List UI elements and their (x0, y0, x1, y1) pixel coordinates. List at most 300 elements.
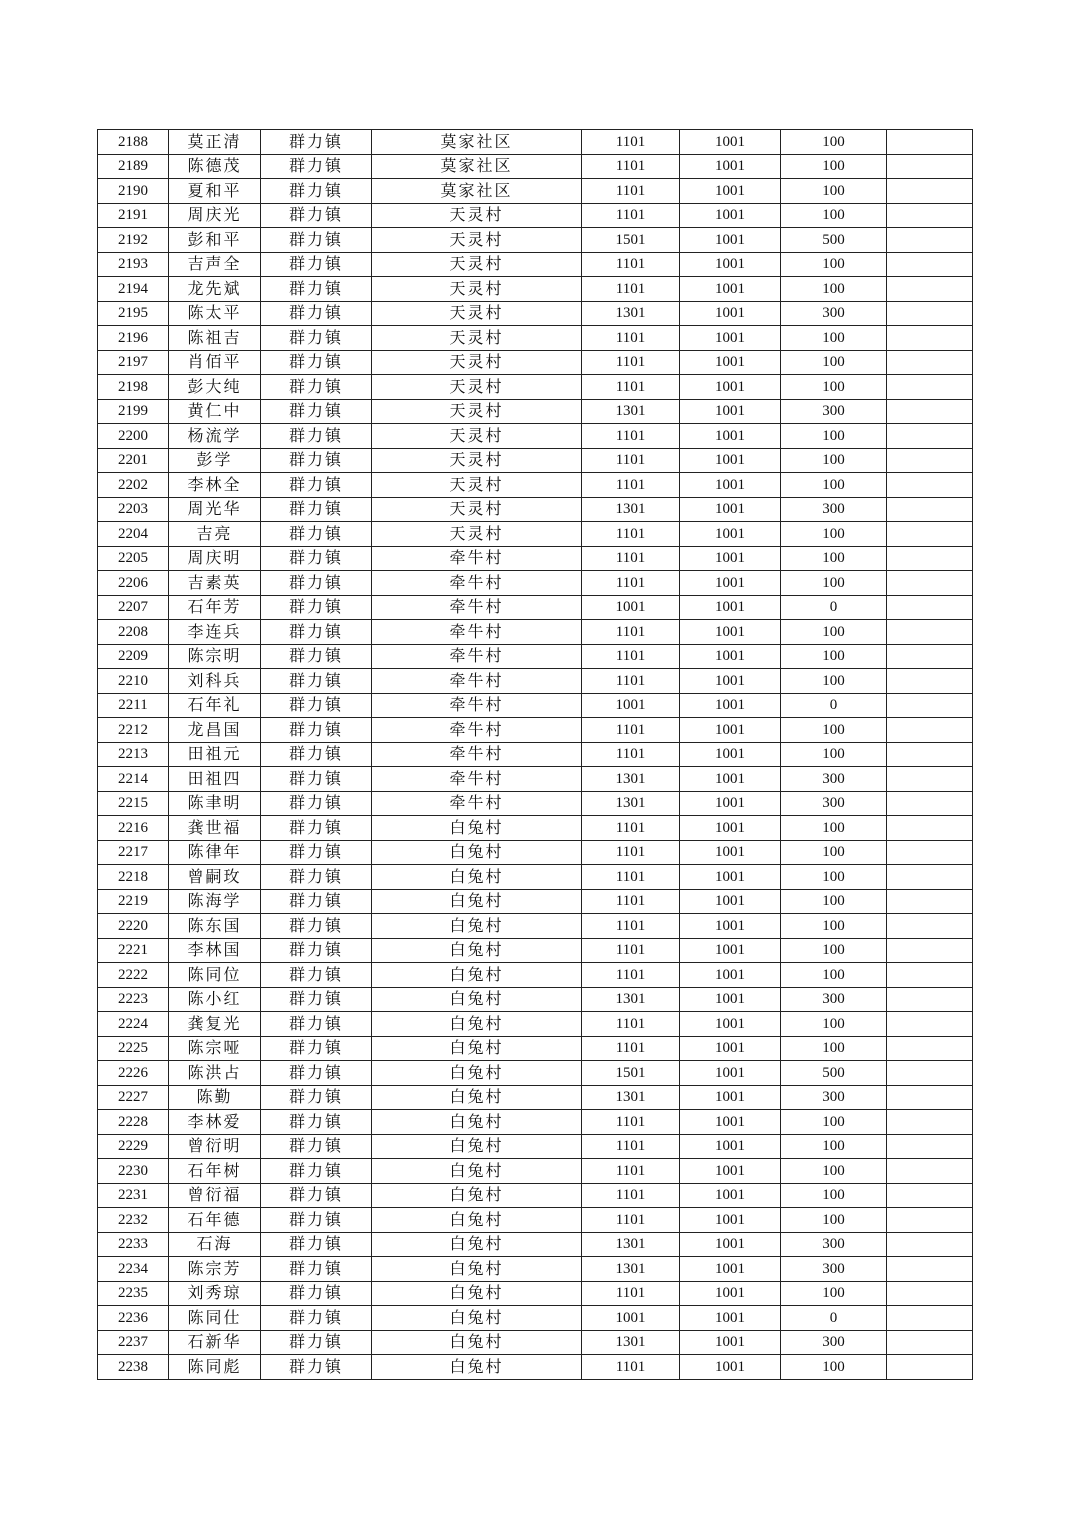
table-row (98, 718, 973, 743)
village-cell: 牵牛村 (372, 644, 582, 669)
table-row (98, 816, 973, 841)
town-cell: 群力镇 (261, 644, 372, 669)
row-number-cell: 2226 (98, 1061, 169, 1086)
row-number-cell: 2219 (98, 889, 169, 914)
town-cell: 群力镇 (261, 154, 372, 179)
code-a-cell: 1501 (582, 1061, 680, 1086)
code-b-cell: 1001 (680, 1208, 781, 1233)
town-cell: 群力镇 (261, 277, 372, 302)
name-cell: 陈洪占 (169, 1061, 261, 1086)
code-a-cell: 1101 (582, 252, 680, 277)
remark-cell (887, 669, 973, 694)
village-cell: 天灵村 (372, 228, 582, 253)
name-cell: 石年树 (169, 1159, 261, 1184)
town-cell: 群力镇 (261, 767, 372, 792)
table-row (98, 644, 973, 669)
town-cell: 群力镇 (261, 130, 372, 155)
row-number-cell: 2190 (98, 179, 169, 204)
town-cell: 群力镇 (261, 914, 372, 939)
row-number-cell: 2211 (98, 693, 169, 718)
table-row (98, 1257, 973, 1282)
village-cell: 白兔村 (372, 1330, 582, 1355)
remark-cell (887, 1061, 973, 1086)
town-cell: 群力镇 (261, 718, 372, 743)
name-cell: 陈祖吉 (169, 326, 261, 351)
village-cell: 天灵村 (372, 252, 582, 277)
code-b-cell: 1001 (680, 1183, 781, 1208)
table-row (98, 595, 973, 620)
remark-cell (887, 840, 973, 865)
village-cell: 牵牛村 (372, 767, 582, 792)
name-cell: 陈聿明 (169, 791, 261, 816)
table-row (98, 1183, 973, 1208)
amount-cell: 500 (781, 1061, 887, 1086)
remark-cell (887, 277, 973, 302)
table-row (98, 693, 973, 718)
table-row (98, 399, 973, 424)
row-number-cell: 2204 (98, 522, 169, 547)
remark-cell (887, 301, 973, 326)
table-row (98, 571, 973, 596)
code-b-cell: 1001 (680, 742, 781, 767)
code-b-cell: 1001 (680, 571, 781, 596)
remark-cell (887, 203, 973, 228)
town-cell: 群力镇 (261, 1281, 372, 1306)
amount-cell: 100 (781, 326, 887, 351)
code-a-cell: 1101 (582, 644, 680, 669)
code-a-cell: 1101 (582, 840, 680, 865)
name-cell: 曾衍明 (169, 1134, 261, 1159)
amount-cell: 100 (781, 375, 887, 400)
code-b-cell: 1001 (680, 424, 781, 449)
row-number-cell: 2229 (98, 1134, 169, 1159)
amount-cell: 100 (781, 1159, 887, 1184)
code-a-cell: 1501 (582, 228, 680, 253)
code-a-cell: 1101 (582, 277, 680, 302)
row-number-cell: 2233 (98, 1232, 169, 1257)
code-b-cell: 1001 (680, 448, 781, 473)
row-number-cell: 2238 (98, 1355, 169, 1380)
table-row (98, 767, 973, 792)
code-a-cell: 1101 (582, 473, 680, 498)
amount-cell: 0 (781, 693, 887, 718)
amount-cell: 300 (781, 1330, 887, 1355)
name-cell: 田祖元 (169, 742, 261, 767)
code-b-cell: 1001 (680, 1306, 781, 1331)
village-cell: 牵牛村 (372, 595, 582, 620)
code-b-cell: 1001 (680, 1355, 781, 1380)
amount-cell: 100 (781, 840, 887, 865)
amount-cell: 100 (781, 130, 887, 155)
code-b-cell: 1001 (680, 644, 781, 669)
amount-cell: 100 (781, 473, 887, 498)
table-row (98, 889, 973, 914)
table-row (98, 669, 973, 694)
code-a-cell: 1101 (582, 938, 680, 963)
row-number-cell: 2220 (98, 914, 169, 939)
code-b-cell: 1001 (680, 791, 781, 816)
amount-cell: 300 (781, 1085, 887, 1110)
remark-cell (887, 497, 973, 522)
row-number-cell: 2202 (98, 473, 169, 498)
table-row (98, 203, 973, 228)
amount-cell: 100 (781, 889, 887, 914)
amount-cell: 100 (781, 571, 887, 596)
village-cell: 天灵村 (372, 399, 582, 424)
remark-cell (887, 154, 973, 179)
row-number-cell: 2206 (98, 571, 169, 596)
amount-cell: 100 (781, 252, 887, 277)
remark-cell (887, 522, 973, 547)
amount-cell: 100 (781, 1281, 887, 1306)
amount-cell: 100 (781, 1110, 887, 1135)
code-a-cell: 1301 (582, 399, 680, 424)
table-row (98, 1306, 973, 1331)
town-cell: 群力镇 (261, 546, 372, 571)
village-cell: 白兔村 (372, 1281, 582, 1306)
amount-cell: 100 (781, 277, 887, 302)
town-cell: 群力镇 (261, 693, 372, 718)
village-cell: 天灵村 (372, 301, 582, 326)
village-cell: 牵牛村 (372, 718, 582, 743)
code-a-cell: 1101 (582, 742, 680, 767)
code-b-cell: 1001 (680, 840, 781, 865)
name-cell: 李林全 (169, 473, 261, 498)
name-cell: 李林国 (169, 938, 261, 963)
name-cell: 肖佰平 (169, 350, 261, 375)
table-row (98, 130, 973, 155)
row-number-cell: 2216 (98, 816, 169, 841)
code-b-cell: 1001 (680, 301, 781, 326)
code-a-cell: 1101 (582, 571, 680, 596)
table-row (98, 620, 973, 645)
amount-cell: 100 (781, 938, 887, 963)
village-cell: 天灵村 (372, 473, 582, 498)
town-cell: 群力镇 (261, 1330, 372, 1355)
table-row (98, 1208, 973, 1233)
code-b-cell: 1001 (680, 1012, 781, 1037)
remark-cell (887, 742, 973, 767)
name-cell: 陈太平 (169, 301, 261, 326)
town-cell: 群力镇 (261, 399, 372, 424)
code-a-cell: 1101 (582, 889, 680, 914)
table-row (98, 742, 973, 767)
table-row (98, 1232, 973, 1257)
name-cell: 刘科兵 (169, 669, 261, 694)
amount-cell: 100 (781, 644, 887, 669)
amount-cell: 300 (781, 1257, 887, 1282)
amount-cell: 100 (781, 1134, 887, 1159)
amount-cell: 0 (781, 1306, 887, 1331)
code-b-cell: 1001 (680, 1085, 781, 1110)
remark-cell (887, 375, 973, 400)
remark-cell (887, 767, 973, 792)
row-number-cell: 2231 (98, 1183, 169, 1208)
name-cell: 夏和平 (169, 179, 261, 204)
name-cell: 彭学 (169, 448, 261, 473)
name-cell: 陈宗明 (169, 644, 261, 669)
code-a-cell: 1101 (582, 179, 680, 204)
name-cell: 石年德 (169, 1208, 261, 1233)
code-b-cell: 1001 (680, 889, 781, 914)
remark-cell (887, 938, 973, 963)
name-cell: 石海 (169, 1232, 261, 1257)
village-cell: 白兔村 (372, 987, 582, 1012)
code-a-cell: 1301 (582, 1330, 680, 1355)
town-cell: 群力镇 (261, 1036, 372, 1061)
name-cell: 吉亮 (169, 522, 261, 547)
town-cell: 群力镇 (261, 448, 372, 473)
name-cell: 曾嗣玫 (169, 865, 261, 890)
code-a-cell: 1101 (582, 816, 680, 841)
code-a-cell: 1101 (582, 350, 680, 375)
code-b-cell: 1001 (680, 865, 781, 890)
code-a-cell: 1101 (582, 1110, 680, 1135)
code-b-cell: 1001 (680, 399, 781, 424)
village-cell: 白兔村 (372, 865, 582, 890)
name-cell: 黄仁中 (169, 399, 261, 424)
row-number-cell: 2201 (98, 448, 169, 473)
name-cell: 陈同彪 (169, 1355, 261, 1380)
row-number-cell: 2221 (98, 938, 169, 963)
data-table (97, 129, 973, 1380)
remark-cell (887, 350, 973, 375)
table-row (98, 963, 973, 988)
table-row (98, 473, 973, 498)
row-number-cell: 2203 (98, 497, 169, 522)
town-cell: 群力镇 (261, 497, 372, 522)
code-b-cell: 1001 (680, 1061, 781, 1086)
village-cell: 牵牛村 (372, 693, 582, 718)
code-b-cell: 1001 (680, 1159, 781, 1184)
code-b-cell: 1001 (680, 816, 781, 841)
table-row (98, 326, 973, 351)
name-cell: 龚复光 (169, 1012, 261, 1037)
town-cell: 群力镇 (261, 252, 372, 277)
name-cell: 石新华 (169, 1330, 261, 1355)
code-a-cell: 1001 (582, 1306, 680, 1331)
village-cell: 白兔村 (372, 889, 582, 914)
amount-cell: 100 (781, 546, 887, 571)
village-cell: 牵牛村 (372, 546, 582, 571)
remark-cell (887, 987, 973, 1012)
amount-cell: 100 (781, 718, 887, 743)
table-row (98, 1281, 973, 1306)
code-b-cell: 1001 (680, 350, 781, 375)
amount-cell: 100 (781, 669, 887, 694)
table-row (98, 1159, 973, 1184)
village-cell: 白兔村 (372, 840, 582, 865)
amount-cell: 100 (781, 742, 887, 767)
code-a-cell: 1101 (582, 620, 680, 645)
table-row (98, 154, 973, 179)
code-a-cell: 1301 (582, 1232, 680, 1257)
name-cell: 陈东国 (169, 914, 261, 939)
village-cell: 白兔村 (372, 1183, 582, 1208)
town-cell: 群力镇 (261, 865, 372, 890)
town-cell: 群力镇 (261, 522, 372, 547)
row-number-cell: 2230 (98, 1159, 169, 1184)
table-row (98, 497, 973, 522)
row-number-cell: 2193 (98, 252, 169, 277)
village-cell: 白兔村 (372, 1306, 582, 1331)
town-cell: 群力镇 (261, 228, 372, 253)
remark-cell (887, 693, 973, 718)
remark-cell (887, 473, 973, 498)
village-cell: 白兔村 (372, 1012, 582, 1037)
amount-cell: 300 (781, 791, 887, 816)
village-cell: 天灵村 (372, 424, 582, 449)
amount-cell: 100 (781, 914, 887, 939)
town-cell: 群力镇 (261, 1085, 372, 1110)
amount-cell: 100 (781, 816, 887, 841)
village-cell: 白兔村 (372, 1257, 582, 1282)
name-cell: 周庆光 (169, 203, 261, 228)
code-a-cell: 1101 (582, 326, 680, 351)
remark-cell (887, 546, 973, 571)
code-a-cell: 1101 (582, 522, 680, 547)
remark-cell (887, 1134, 973, 1159)
code-b-cell: 1001 (680, 669, 781, 694)
code-a-cell: 1101 (582, 865, 680, 890)
village-cell: 莫家社区 (372, 154, 582, 179)
town-cell: 群力镇 (261, 179, 372, 204)
row-number-cell: 2234 (98, 1257, 169, 1282)
village-cell: 天灵村 (372, 326, 582, 351)
amount-cell: 100 (781, 179, 887, 204)
town-cell: 群力镇 (261, 987, 372, 1012)
village-cell: 白兔村 (372, 938, 582, 963)
row-number-cell: 2215 (98, 791, 169, 816)
town-cell: 群力镇 (261, 1159, 372, 1184)
code-a-cell: 1101 (582, 203, 680, 228)
row-number-cell: 2228 (98, 1110, 169, 1135)
code-b-cell: 1001 (680, 130, 781, 155)
row-number-cell: 2200 (98, 424, 169, 449)
village-cell: 白兔村 (372, 1110, 582, 1135)
remark-cell (887, 1159, 973, 1184)
code-a-cell: 1301 (582, 301, 680, 326)
town-cell: 群力镇 (261, 620, 372, 645)
table-body (98, 130, 973, 1380)
row-number-cell: 2195 (98, 301, 169, 326)
code-a-cell: 1001 (582, 595, 680, 620)
code-b-cell: 1001 (680, 767, 781, 792)
amount-cell: 100 (781, 963, 887, 988)
code-a-cell: 1301 (582, 1257, 680, 1282)
code-a-cell: 1101 (582, 1355, 680, 1380)
name-cell: 陈同仕 (169, 1306, 261, 1331)
remark-cell (887, 1257, 973, 1282)
village-cell: 天灵村 (372, 448, 582, 473)
town-cell: 群力镇 (261, 1232, 372, 1257)
code-b-cell: 1001 (680, 1330, 781, 1355)
name-cell: 田祖四 (169, 767, 261, 792)
table-row (98, 301, 973, 326)
remark-cell (887, 228, 973, 253)
table-row (98, 277, 973, 302)
village-cell: 牵牛村 (372, 791, 582, 816)
village-cell: 白兔村 (372, 1208, 582, 1233)
town-cell: 群力镇 (261, 1012, 372, 1037)
village-cell: 牵牛村 (372, 571, 582, 596)
village-cell: 牵牛村 (372, 620, 582, 645)
village-cell: 天灵村 (372, 203, 582, 228)
code-a-cell: 1301 (582, 1085, 680, 1110)
town-cell: 群力镇 (261, 1208, 372, 1233)
town-cell: 群力镇 (261, 742, 372, 767)
amount-cell: 100 (781, 424, 887, 449)
amount-cell: 100 (781, 350, 887, 375)
code-a-cell: 1101 (582, 448, 680, 473)
code-b-cell: 1001 (680, 1134, 781, 1159)
village-cell: 白兔村 (372, 1085, 582, 1110)
table-row (98, 448, 973, 473)
remark-cell (887, 1232, 973, 1257)
code-b-cell: 1001 (680, 252, 781, 277)
town-cell: 群力镇 (261, 473, 372, 498)
village-cell: 白兔村 (372, 1036, 582, 1061)
row-number-cell: 2199 (98, 399, 169, 424)
code-b-cell: 1001 (680, 1281, 781, 1306)
table-row (98, 546, 973, 571)
amount-cell: 100 (781, 1208, 887, 1233)
name-cell: 杨流学 (169, 424, 261, 449)
name-cell: 石年礼 (169, 693, 261, 718)
row-number-cell: 2207 (98, 595, 169, 620)
code-a-cell: 1101 (582, 424, 680, 449)
remark-cell (887, 1036, 973, 1061)
code-a-cell: 1101 (582, 1159, 680, 1184)
amount-cell: 100 (781, 1036, 887, 1061)
row-number-cell: 2214 (98, 767, 169, 792)
town-cell: 群力镇 (261, 571, 372, 596)
code-a-cell: 1101 (582, 546, 680, 571)
row-number-cell: 2217 (98, 840, 169, 865)
row-number-cell: 2227 (98, 1085, 169, 1110)
code-a-cell: 1101 (582, 375, 680, 400)
code-a-cell: 1301 (582, 767, 680, 792)
town-cell: 群力镇 (261, 963, 372, 988)
amount-cell: 300 (781, 301, 887, 326)
name-cell: 龚世福 (169, 816, 261, 841)
row-number-cell: 2198 (98, 375, 169, 400)
remark-cell (887, 791, 973, 816)
code-b-cell: 1001 (680, 620, 781, 645)
table-row (98, 865, 973, 890)
town-cell: 群力镇 (261, 424, 372, 449)
name-cell: 李连兵 (169, 620, 261, 645)
amount-cell: 500 (781, 228, 887, 253)
name-cell: 莫正清 (169, 130, 261, 155)
amount-cell: 100 (781, 620, 887, 645)
row-number-cell: 2236 (98, 1306, 169, 1331)
code-a-cell: 1101 (582, 914, 680, 939)
village-cell: 牵牛村 (372, 742, 582, 767)
row-number-cell: 2223 (98, 987, 169, 1012)
code-b-cell: 1001 (680, 595, 781, 620)
town-cell: 群力镇 (261, 840, 372, 865)
code-a-cell: 1101 (582, 963, 680, 988)
remark-cell (887, 130, 973, 155)
code-a-cell: 1101 (582, 1012, 680, 1037)
row-number-cell: 2222 (98, 963, 169, 988)
table-row (98, 1085, 973, 1110)
town-cell: 群力镇 (261, 1306, 372, 1331)
village-cell: 白兔村 (372, 914, 582, 939)
amount-cell: 100 (781, 865, 887, 890)
code-b-cell: 1001 (680, 375, 781, 400)
